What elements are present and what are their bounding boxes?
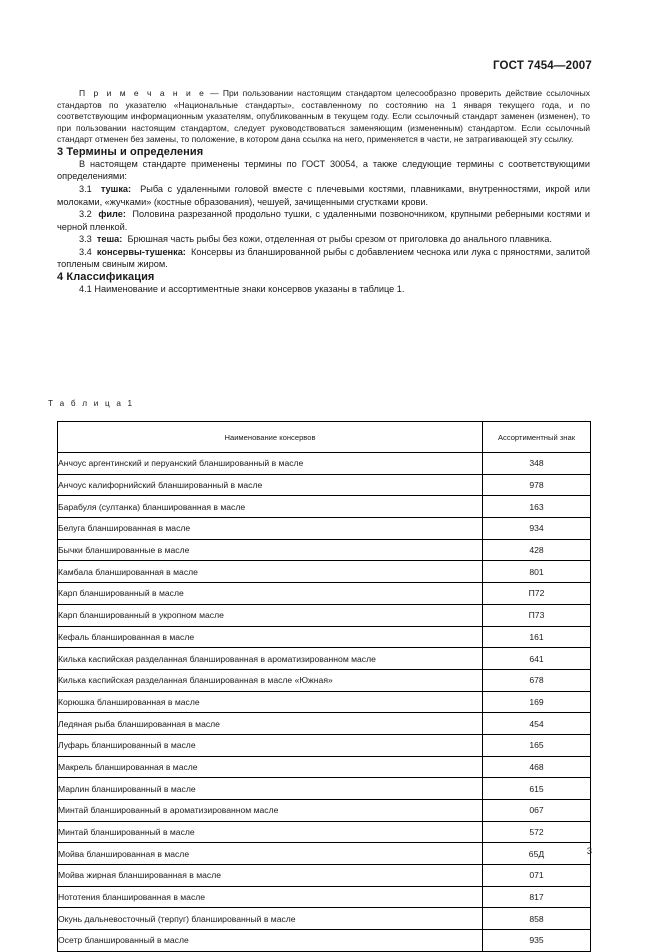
classification-table (57, 421, 591, 952)
term-name: теша: (96, 234, 123, 245)
cell-assortment-code: 163 (483, 496, 591, 518)
cell-product-name: Анчоус аргентинский и перуанский бланшированный в масле (58, 453, 483, 475)
term-number: 3.4 (79, 246, 92, 257)
table-row (58, 930, 591, 952)
cell-product-name: Карп бланшированный в укропном масле (58, 604, 483, 626)
cell-product-name: Окунь дальневосточный (терпуг) бланшированный в масле (58, 908, 483, 930)
cell-product-name: Минтай бланшированный в ароматизированном масле (58, 800, 483, 822)
table-row (58, 626, 591, 648)
cell-assortment-code: 678 (483, 669, 591, 691)
cell-assortment-code: 65Д (483, 843, 591, 865)
cell-product-name: Барабуля (султанка) бланшированная в масле (58, 496, 483, 518)
table-row (58, 908, 591, 930)
cell-assortment-code: 348 (483, 453, 591, 475)
cell-assortment-code: 468 (483, 756, 591, 778)
cell-assortment-code: 169 (483, 691, 591, 713)
term-definition: Консервы из бланшированной рыбы с добавлением чеснока или лука с пряностями, залитой топленым свиным жиром. (57, 246, 590, 270)
cell-product-name: Мойва жирная бланшированная в масле (58, 865, 483, 887)
cell-assortment-code: 428 (483, 539, 591, 561)
cell-product-name: Бычки бланшированные в масле (58, 539, 483, 561)
document-standard-id: ГОСТ 7454—2007 (492, 60, 592, 72)
column-header-name: Наименование консервов (58, 422, 483, 453)
cell-assortment-code: 454 (483, 713, 591, 735)
table-row (58, 886, 591, 908)
table-row (58, 800, 591, 822)
cell-assortment-code: 615 (483, 778, 591, 800)
cell-product-name: Луфарь бланшированный в масле (58, 734, 483, 756)
cell-assortment-code: 572 (483, 821, 591, 843)
table-row (58, 734, 591, 756)
cell-product-name: Мойва бланшированная в масле (58, 843, 483, 865)
term-name: тушка: (100, 183, 132, 194)
cell-assortment-code: 165 (483, 734, 591, 756)
table-row (58, 843, 591, 865)
cell-assortment-code: П72 (483, 583, 591, 605)
term-number: 3.2 (79, 209, 92, 220)
term-entry (57, 183, 590, 208)
term-number: 3.1 (79, 183, 92, 194)
cell-product-name: Камбала бланшированная в масле (58, 561, 483, 583)
table-row (58, 756, 591, 778)
term-definition: Половина разрезанной продольно тушки, с удаленными позвоночником, крупными реберными костями и черной пленкой. (57, 209, 591, 232)
table-row (58, 648, 591, 670)
cell-product-name: Анчоус калифорнийский бланшированный в масле (58, 474, 483, 496)
table-header (58, 422, 591, 453)
cell-assortment-code: 858 (483, 908, 591, 930)
table-header-row (58, 422, 591, 453)
table-row (58, 496, 591, 518)
term-entry (57, 233, 590, 246)
cell-product-name: Нототения бланшированная в масле (58, 886, 483, 908)
section-heading-classification: 4 Классификация (57, 271, 155, 284)
table-row (58, 561, 591, 583)
table-row (58, 821, 591, 843)
term-name: филе: (98, 209, 126, 220)
table-row (58, 474, 591, 496)
table-row (58, 778, 591, 800)
column-header-code: Ассортиментный знак (483, 422, 591, 453)
term-entry (57, 208, 590, 233)
cell-assortment-code: 161 (483, 626, 591, 648)
cell-product-name: Килька каспийская разделанная бланшированная в ароматизированном масле (58, 648, 483, 670)
cell-assortment-code: 067 (483, 800, 591, 822)
clause-4-1: 4.1 Наименование и ассортиментные знаки консервов указаны в таблице 1. (79, 284, 405, 295)
cell-product-name: Кефаль бланшированная в масле (58, 626, 483, 648)
cell-product-name: Ледяная рыба бланшированная в масле (58, 713, 483, 735)
cell-assortment-code: П73 (483, 604, 591, 626)
cell-product-name: Корюшка бланшированная в масле (58, 691, 483, 713)
table-row (58, 539, 591, 561)
table-row (58, 691, 591, 713)
table-row (58, 583, 591, 605)
table-body (58, 453, 591, 952)
note-text: При пользовании настоящим стандартом целесообразно проверить действие ссылочных стандартов по указателю «Национальные стандарты», составленному по состоянию на 1 января текущего года, и по соответствующим информационным указателям, опубликованным в текущем году. Если ссылочный стандарт заменен (изменен), то при пользовании настоящим стандартом, следует руководствоваться заменяющим (измененным) стандартом. Если ссылочный стандарт отменен без замены, то положение, в котором дана ссылка на него, применяется в части, не затрагивающей эту ссылку. (57, 88, 590, 145)
term-definition: Рыба с удаленными головой вместе с плечевыми костями, плавниками, внутренностями, икрой или молоками, «жучками» (костные образования), чешуей, зачищенными сгустками крови. (57, 183, 591, 207)
cell-product-name: Минтай бланшированный в масле (58, 821, 483, 843)
section-heading-terms: 3 Термины и определения (57, 145, 204, 158)
table-row (58, 669, 591, 691)
cell-product-name: Марлин бланшированный в масле (58, 778, 483, 800)
cell-assortment-code: 935 (483, 930, 591, 952)
note-paragraph (57, 88, 590, 146)
cell-product-name: Макрель бланшированная в масле (58, 756, 483, 778)
table-row (58, 453, 591, 475)
document-content (57, 88, 590, 296)
term-entry (57, 246, 590, 271)
term-number: 3.3 (79, 234, 92, 245)
table-row (58, 865, 591, 887)
cell-assortment-code: 934 (483, 518, 591, 540)
note-dash: — (205, 88, 223, 98)
cell-assortment-code: 641 (483, 648, 591, 670)
cell-assortment-code: 071 (483, 865, 591, 887)
table-row (58, 604, 591, 626)
note-label: П р и м е ч а н и е (79, 88, 206, 98)
page-number: 3 (586, 846, 592, 857)
cell-product-name: Килька каспийская разделанная бланшированная в масле «Южная» (58, 669, 483, 691)
cell-assortment-code: 801 (483, 561, 591, 583)
section-terms-intro: В настоящем стандарте применены термины по ГОСТ 30054, а также следующие термины с соответствующими определениями: (57, 158, 590, 182)
table-caption: Т а б л и ц а 1 (48, 399, 135, 408)
cell-assortment-code: 978 (483, 474, 591, 496)
term-definition: Брюшная часть рыбы без кожи, отделенная от рыбы срезом от приголовка до анального плавника. (127, 234, 552, 245)
cell-product-name: Осетр бланшированный в масле (58, 930, 483, 952)
cell-product-name: Карп бланшированный в масле (58, 583, 483, 605)
term-name: консервы-тушенка: (96, 246, 186, 257)
table-row (58, 518, 591, 540)
cell-product-name: Белуга бланшированная в масле (58, 518, 483, 540)
table-row (58, 713, 591, 735)
cell-assortment-code: 817 (483, 886, 591, 908)
